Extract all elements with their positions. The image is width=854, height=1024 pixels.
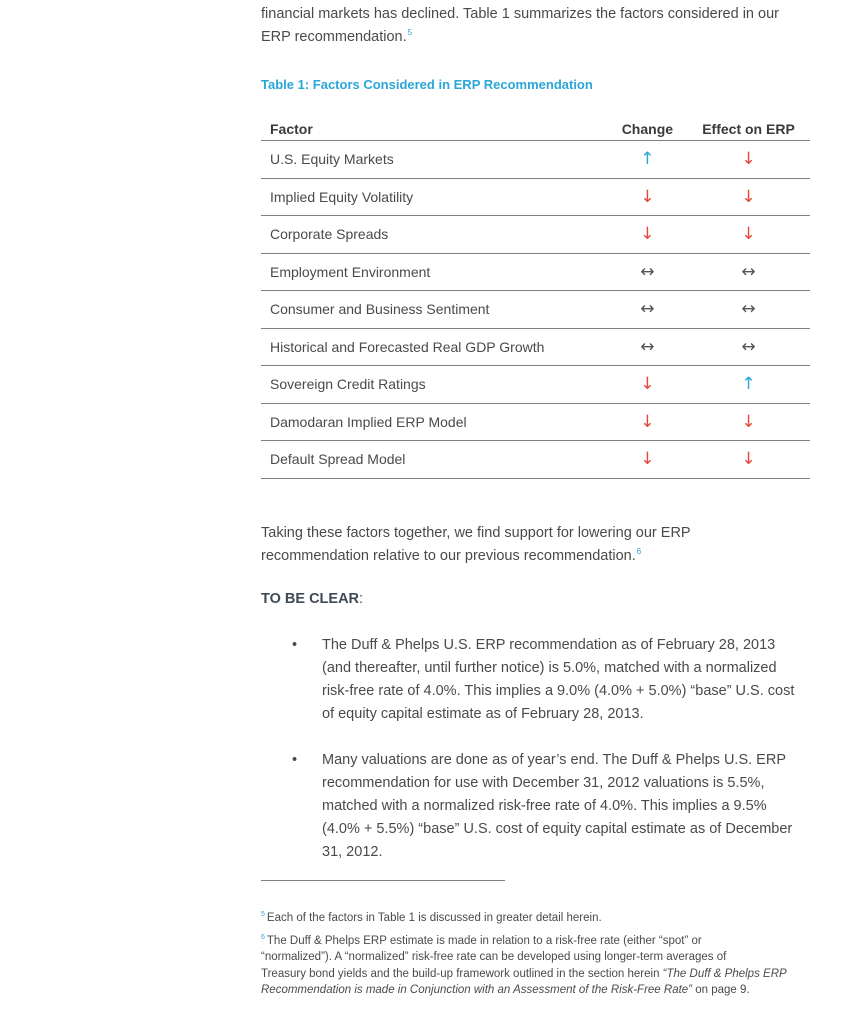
bullet-line: Many valuations are done as of year’s end. The Duff & Phelps U.S. ERP: [322, 752, 786, 768]
change-cell: [608, 403, 687, 441]
table-row: [261, 141, 810, 179]
bullet-dot-icon: •: [292, 637, 298, 653]
factor-name: Default Spread Model: [261, 441, 608, 479]
effect-cell: [687, 216, 810, 254]
factor-name: Historical and Forecasted Real GDP Growth: [261, 328, 608, 366]
footnote-5-number: 5: [261, 911, 265, 919]
arrow-down-icon: ↓: [741, 411, 756, 432]
bullet-line: risk-free rate of 4.0%. This implies a 9.0% (4.0% + 5.0%) “base” U.S. cost: [322, 683, 795, 699]
to-be-clear-colon: :: [359, 591, 364, 607]
table-header-row: [261, 118, 810, 141]
footnote-6-line-1: The Duff & Phelps ERP estimate is made in relation to a risk-free rate (either “spot” or: [266, 934, 702, 947]
bullet-line: The Duff & Phelps U.S. ERP recommendation as of February 28, 2013: [322, 637, 776, 653]
arrow-flat-icon: ↔: [741, 336, 756, 357]
arrow-flat-icon: ↔: [640, 261, 655, 282]
change-cell: [608, 216, 687, 254]
factor-name: Employment Environment: [261, 253, 608, 291]
to-be-clear-heading: [261, 591, 363, 607]
arrow-up-icon: ↑: [640, 149, 655, 170]
footnote-6-italic: “The Duff & Phelps ERP Recommendation is made in Conjunction with an Assessment of the Risk-Free Rate”: [261, 967, 787, 996]
effect-cell: [687, 253, 810, 291]
factor-name: Implied Equity Volatility: [261, 178, 608, 216]
arrow-flat-icon: ↔: [640, 336, 655, 357]
change-cell: [608, 291, 687, 329]
factors-table: [261, 118, 810, 479]
arrow-down-icon: ↓: [741, 224, 756, 245]
arrow-flat-icon: ↔: [640, 299, 655, 320]
table-row: [261, 328, 810, 366]
factor-name: Consumer and Business Sentiment: [261, 291, 608, 329]
conclusion-paragraph: [261, 522, 821, 568]
conclusion-line-2: recommendation relative to our previous recommendation.: [261, 548, 636, 564]
footnote-6: [261, 933, 821, 999]
intro-paragraph: [261, 3, 821, 49]
bullet-list: [261, 634, 821, 887]
header-change: Change: [608, 118, 687, 141]
change-cell: [608, 366, 687, 404]
effect-cell: [687, 291, 810, 329]
bullet-dot-icon: •: [292, 752, 298, 768]
factor-name: U.S. Equity Markets: [261, 141, 608, 179]
arrow-down-icon: ↓: [741, 149, 756, 170]
factor-name: Damodaran Implied ERP Model: [261, 403, 608, 441]
change-cell: [608, 328, 687, 366]
effect-cell: [687, 328, 810, 366]
footnote-ref-6[interactable]: 6: [636, 547, 642, 557]
header-factor: Factor: [261, 118, 608, 141]
bullet-item: [261, 634, 821, 726]
factor-name: Corporate Spreads: [261, 216, 608, 254]
table-row: [261, 403, 810, 441]
table-row: [261, 216, 810, 254]
table-row: [261, 253, 810, 291]
header-effect: Effect on ERP: [687, 118, 810, 141]
change-cell: [608, 141, 687, 179]
bullet-line: of equity capital estimate as of February 28, 2013.: [322, 706, 644, 722]
effect-cell: [687, 366, 810, 404]
effect-cell: [687, 141, 810, 179]
arrow-up-icon: ↑: [741, 374, 756, 395]
arrow-down-icon: ↓: [741, 449, 756, 470]
change-cell: [608, 253, 687, 291]
table-row: [261, 366, 810, 404]
table-title: Table 1: Factors Considered in ERP Recommendation: [261, 77, 593, 92]
footnote-6-line-3: Treasury bond yields and the build-up framework outlined in the section herein: [261, 967, 663, 980]
bullet-line: (4.0% + 5.5%) “base” U.S. cost of equity capital estimate as of December: [322, 821, 793, 837]
change-cell: [608, 178, 687, 216]
arrow-down-icon: ↓: [640, 449, 655, 470]
footnote-6-tail: on page 9.: [692, 984, 750, 996]
bullet-line: (and thereafter, until further notice) is 5.0%, matched with a normalized: [322, 660, 777, 676]
table-row: [261, 441, 810, 479]
bullet-line: 31, 2012.: [322, 844, 383, 860]
arrow-flat-icon: ↔: [741, 261, 756, 282]
footnotes: [261, 910, 821, 1005]
intro-line-1: financial markets has declined. Table 1 summarizes the factors considered in our: [261, 6, 779, 22]
footnote-6-number: 6: [261, 933, 265, 941]
effect-cell: [687, 178, 810, 216]
footnote-5: [261, 910, 821, 927]
effect-cell: [687, 441, 810, 479]
effect-cell: [687, 403, 810, 441]
footnote-divider: [261, 880, 505, 881]
to-be-clear-label: TO BE CLEAR: [261, 591, 360, 607]
conclusion-line-1: Taking these factors together, we find support for lowering our ERP: [261, 525, 691, 541]
bullet-item: [261, 749, 821, 864]
table-row: [261, 178, 810, 216]
arrow-flat-icon: ↔: [741, 299, 756, 320]
bullet-line: matched with a normalized risk-free rate of 4.0%. This implies a 9.5%: [322, 798, 767, 814]
arrow-down-icon: ↓: [640, 374, 655, 395]
footnote-6-line-2: “normalized”). A “normalized” risk-free rate can be developed using longer-term averages of: [261, 951, 727, 963]
arrow-down-icon: ↓: [640, 224, 655, 245]
footnote-5-text: Each of the factors in Table 1 is discussed in greater detail herein.: [266, 912, 602, 924]
factor-name: Sovereign Credit Ratings: [261, 366, 608, 404]
change-cell: [608, 441, 687, 479]
bullet-line: recommendation for use with December 31, 2012 valuations is 5.5%,: [322, 775, 765, 791]
arrow-down-icon: ↓: [640, 411, 655, 432]
table-row: [261, 291, 810, 329]
arrow-down-icon: ↓: [640, 186, 655, 207]
intro-line-2: ERP recommendation.: [261, 29, 407, 45]
arrow-down-icon: ↓: [741, 186, 756, 207]
footnote-ref-5[interactable]: 5: [407, 28, 413, 38]
